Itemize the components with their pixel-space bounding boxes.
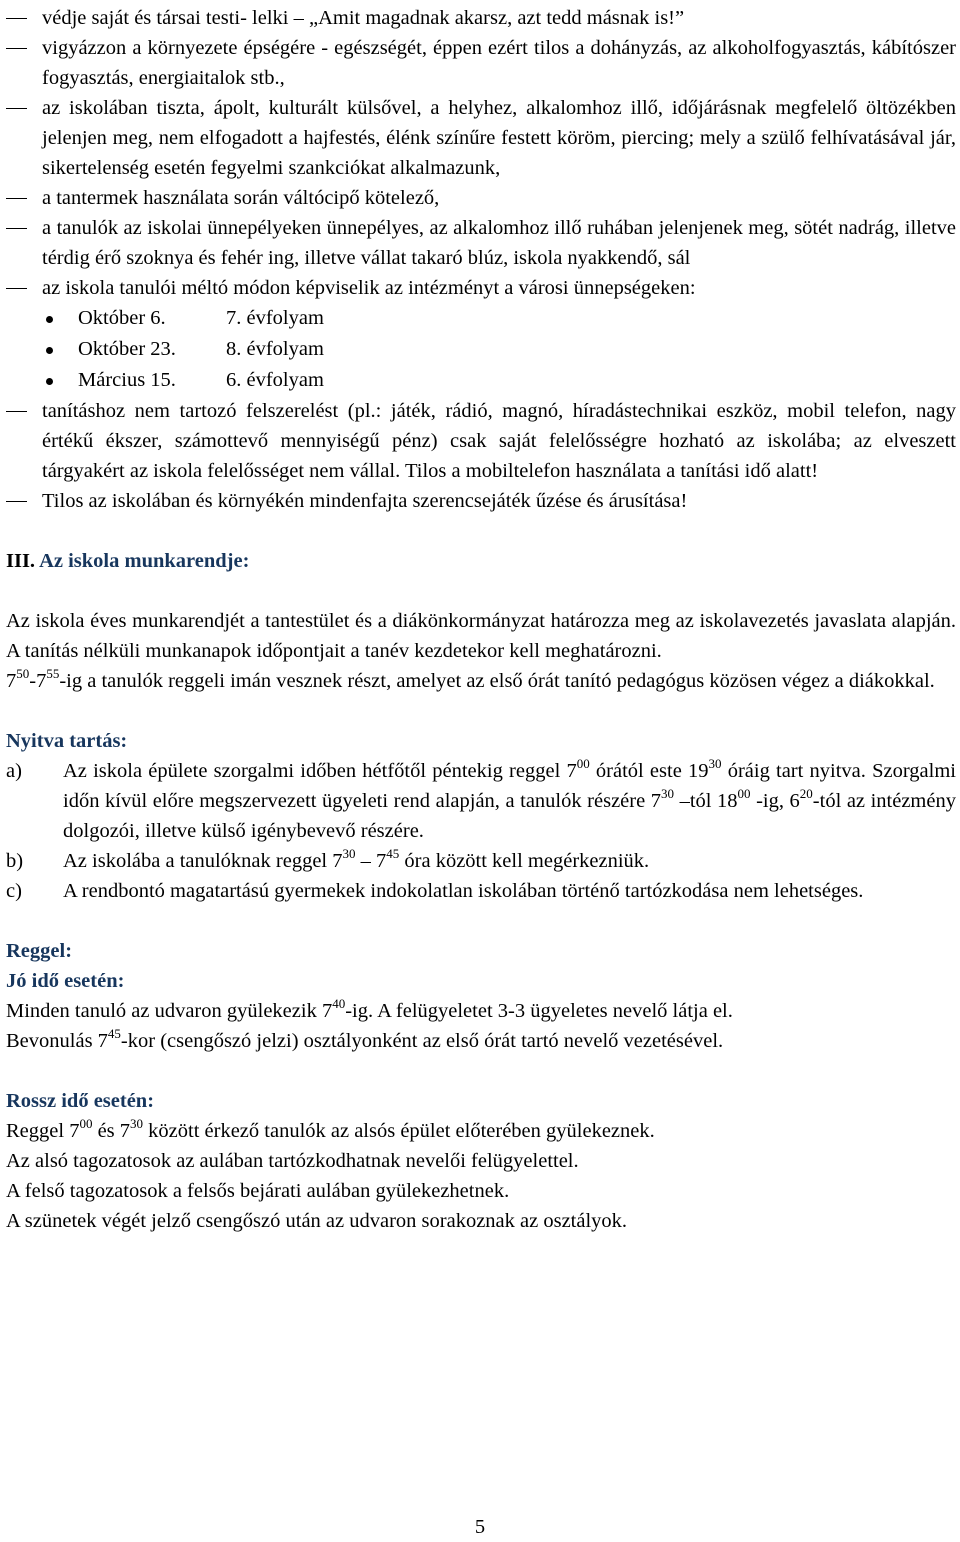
rule-text: tanításhoz nem tartozó felszerelést (pl.: játék, rádió, magnó, híradástechnikai eszköz, mobil telefon, nagy értékű ékszer, számottevő mennyiségű pénz) csak saját felelősségre hozható az iskolába; az elveszett tárgyakért az iskola felelősséget nem vállal. Tilos a mobiltelefon használata a tanítási idő alatt! — [42, 400, 956, 482]
rule-item — [6, 213, 956, 273]
good-weather-heading: Jó idő esetén: — [6, 970, 125, 992]
bad-weather-line: A felső tagozatosok a felsős bejárati aulában gyülekezhetnek. — [6, 1180, 510, 1202]
event-item — [6, 365, 956, 396]
bad-weather-line: A szünetek végét jelző csengőszó után az udvaron sorakoznak az osztályok. — [6, 1210, 628, 1232]
opening-item-a: a) Az iskola épülete szorgalmi időben hétfőtől péntekig reggel $7^{00}$ órától este $19^{30}$ óráig tart nyitva. Szorgalmi időn kívül előre megszervezett ügyeleti rend alapján, a tanulók részére $7^{30}$ –tól $18^{00}$ -ig, $6^{20}$-tól az intézmény dolgozói, illetve külső igénybevevő részére. — [6, 756, 956, 842]
rule-text: védje saját és társai testi- lelki – „Amit magadnak akarsz, azt tedd másnak is!” — [42, 7, 685, 29]
bullet-icon — [46, 347, 53, 354]
prayer-paragraph: $7^{50}-7^{55}-ig$ a tanulók reggeli imán vesznek részt, amelyet az első órát tanító pedagógus közösen végez a diákokkal. — [6, 666, 935, 692]
rule-item — [6, 396, 956, 486]
rule-text: vigyázzon a környezete épségére - egészségét, éppen ezért tilos a dohányzás, az alkoholfogyasztás, kábítószer fogyasztás, energiaitalok stb., — [42, 37, 956, 89]
morning-heading: Reggel: — [6, 940, 73, 962]
bad-weather-line: Az alsó tagozatosok az aulában tartózkodhatnak nevelői felügyelettel. — [6, 1150, 579, 1172]
bullet-icon — [46, 316, 53, 323]
dash-icon — [6, 48, 27, 49]
rule-text: a tanulók az iskolai ünnepélyeken ünnepélyes, az alkalomhoz illő ruhában jelenjenek meg, sötét nadrág, illetve térdig érő szoknya és fehér ing, illetve vállat takaró blúz, iskola nyakkendő, sál — [42, 217, 956, 269]
good-weather-line: Bevonulás $7^{45}$-kor (csengőszó jelzi) osztályonként az első órát tartó nevelő vezetésével. — [6, 1026, 724, 1052]
document-page — [6, 2, 956, 1236]
dash-icon — [6, 411, 27, 412]
event-date: Október 6. — [78, 307, 166, 329]
rule-item — [6, 486, 956, 516]
event-grade: 7. évfolyam — [226, 307, 324, 329]
event-grade: 8. évfolyam — [226, 338, 324, 360]
dash-icon — [6, 501, 27, 502]
bad-weather-line: Reggel $7^{00}$ és $7^{30}$ között érkező tanulók az alsós épület előterében gyülekeznek. — [6, 1116, 655, 1142]
section-number: III. — [6, 550, 36, 572]
dash-icon — [6, 108, 27, 109]
event-date: Március 15. — [78, 369, 176, 391]
section-heading — [6, 546, 956, 576]
event-item — [6, 303, 956, 334]
rule-item — [6, 33, 956, 93]
rule-text: az iskolában tiszta, ápolt, kulturált külsővel, a helyhez, alkalomhoz illő, időjárásnak megfelelő öltözékben jelenjen meg, nem elfogadott a hajfestés, élénk színűre festett köröm, piercing; mely a szülő felhívatásával jár, sikertelenség esetén fegyelmi szankciókat alkalmazunk, — [42, 97, 956, 179]
section-title: Az iskola munkarendje: — [39, 550, 250, 572]
good-weather-line: Minden tanuló az udvaron gyülekezik $7^{40}-ig$. A felügyeletet 3-3 ügyeletes nevelő látja el. — [6, 996, 733, 1022]
rule-item — [6, 3, 956, 33]
bullet-icon — [46, 378, 53, 385]
rule-item — [6, 183, 956, 213]
bad-weather-heading: Rossz idő esetén: — [6, 1090, 155, 1112]
opening-heading: Nyitva tartás: — [6, 730, 128, 752]
page-number: 5 — [474, 1516, 486, 1538]
section-intro: Az iskola éves munkarendjét a tantestület és a diákönkormányzat határozza meg az iskolavezetés javaslata alapján. A tanítás nélküli munkanapok időpontjait a tanév kezdetekor kell meghatározni. — [6, 610, 956, 662]
opening-item-c: c) A rendbontó magatartású gyermekek indokolatlan iskolában történő tartózkodása nem lehetséges. — [6, 880, 864, 902]
rule-text: Tilos az iskolában és környékén mindenfajta szerencsejáték űzése és árusítása! — [42, 490, 688, 512]
event-item — [6, 334, 956, 365]
rule-item — [6, 93, 956, 183]
rule-text: az iskola tanulói méltó módon képviselik az intézményt a városi ünnepségeken: — [42, 277, 696, 299]
dash-icon — [6, 288, 27, 289]
event-date: Október 23. — [78, 338, 176, 360]
dash-icon — [6, 18, 27, 19]
rule-text: a tantermek használata során váltócipő kötelező, — [42, 187, 440, 209]
event-grade: 6. évfolyam — [226, 369, 324, 391]
rule-item — [6, 273, 956, 303]
dash-icon — [6, 228, 27, 229]
dash-icon — [6, 198, 27, 199]
opening-item-b: b) Az iskolába a tanulóknak reggel $7^{30} - 7^{45}$ óra között kell megérkezniük. — [6, 846, 650, 872]
